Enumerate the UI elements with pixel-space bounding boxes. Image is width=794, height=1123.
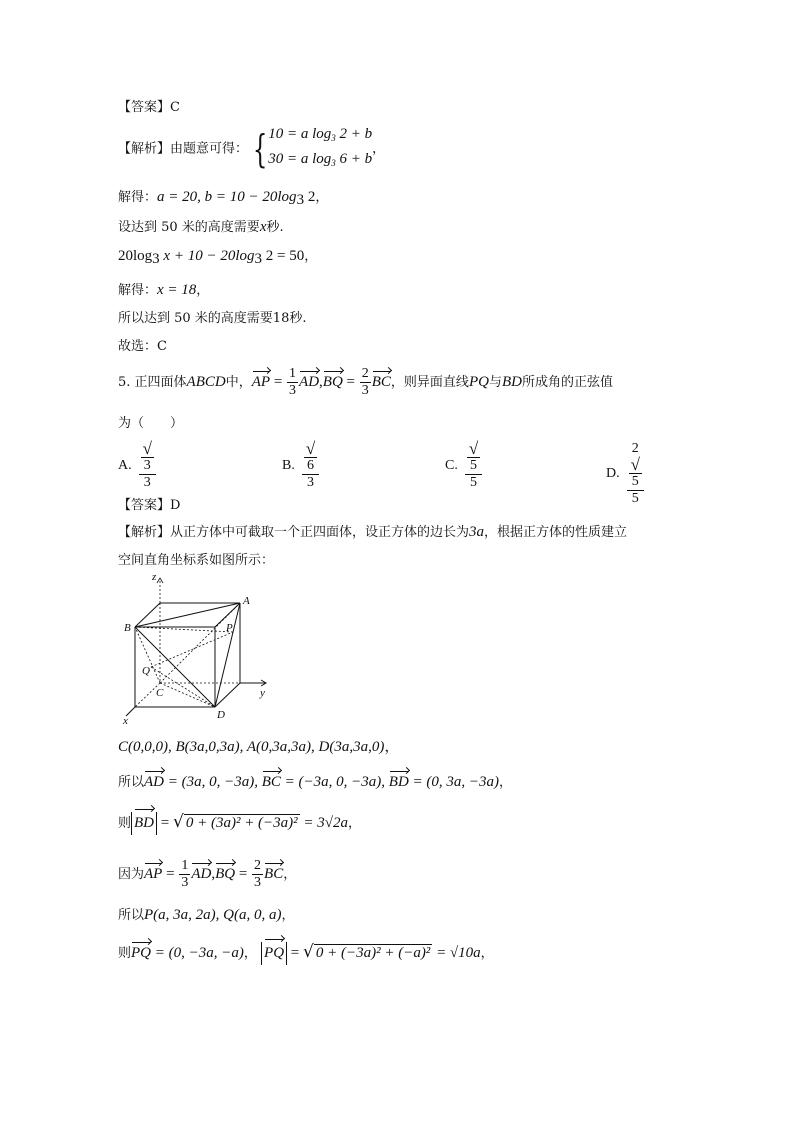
end-comma: ， [281,908,295,923]
vec-bc: BC [371,374,391,390]
ze: 则 [118,816,132,831]
coords-expr: C(0,0,0), B(3a,0,3a), A(0,3a,3a), D(3a,3a,0) [118,739,385,755]
frac-num: 2 [361,366,369,381]
eq-b: x + 10 − 20log [159,248,255,264]
option-b[interactable] [282,441,320,491]
analysis1-var: 3a [469,524,485,540]
edge [215,683,240,707]
q4-analysis [118,124,385,174]
eq-b-sub: 3 [254,251,262,267]
analysis-label: 【解析】由题意可得： [118,141,249,157]
frac-den: 5 [631,491,639,506]
vec-ap: AP [251,374,271,390]
stem5: 所成角的正弦值 [521,375,613,390]
option-fraction [627,441,644,507]
label-y: y [260,687,265,699]
solve1-prefix: 解得： [118,190,158,205]
radicand: 5 [467,457,480,474]
solve2-expr: x = 18 [157,282,197,298]
vec-bq: BQ [215,866,236,882]
coords-end: ， [384,739,400,755]
frac-den: 5 [470,475,478,490]
vec-ad: AD [299,374,320,390]
line-bd: BD [501,374,522,390]
option-fraction [139,441,156,491]
option-d[interactable] [606,441,645,507]
ze: 则 [118,946,132,961]
bd-norm-result: = 3√2a [299,815,349,831]
vec-bq: BQ [322,374,343,390]
segment-pq [151,632,233,667]
solve1-end: ， [315,190,329,205]
left-brace: { [252,127,268,171]
sys-line1-sub: 3 [331,133,336,143]
vec-ap: AP [144,866,163,882]
vec-ad: AD [144,774,165,790]
solve1-expr: a = 20, b = 10 − 20log [157,189,297,205]
comma: , [211,866,216,882]
radicand: 5 [629,473,642,490]
vec-pq: PQ [264,942,284,964]
frac-one-third [179,858,190,891]
pq-vec-val: = (0, −3a, −a) [151,945,244,961]
edge-cd [160,683,215,707]
because: 因为 [118,867,145,882]
num-coef: 2 [631,441,639,456]
option-c[interactable] [445,441,483,491]
analysis1a: 【解析】从正方体中可截取一个正四面体，设正方体的边长为 [118,525,470,540]
cube-coordinate-diagram [118,570,278,725]
bd-radicand: 0 + (3a)² + (−3a)² [185,815,298,831]
vec-pq: PQ [131,945,152,961]
frac-den: 3 [289,383,297,398]
comma: , [319,374,323,390]
end-comma: ， [480,946,494,961]
sys-line1-tail: 2 + b [335,126,373,142]
vec-bc: BC [261,774,281,790]
frac-den: 3 [143,475,151,490]
vec-bd-val: = (0, 3a, −3a) [408,774,500,790]
vec-bd: BD [388,774,409,790]
q5-analysis-line1 [118,521,627,541]
eq-a: 20log [118,248,153,264]
stem-abcd: ABCD [186,374,226,390]
set-text1: 设达到 50 米的高度需要 [118,220,260,235]
stem1: 5. 正四面体 [118,375,187,390]
frac-one-third [287,366,298,399]
vec-ad-val: = (3a, 0, −3a), [164,774,262,790]
solve1-sub: 3 [296,192,305,208]
pq-norm-result: = √10a [432,945,481,961]
q4-solve1 [118,186,328,209]
q5-coords [118,735,399,756]
pq-radicand: 0 + (−3a)² + (−a)² [315,945,431,961]
label-q: Q [142,665,150,677]
label-p: P [226,622,233,634]
edge [135,603,160,627]
q4-answer: 【答案】C [118,100,180,115]
frac-den: 3 [254,875,262,890]
analysis1b: ，根据正方体的性质建立 [484,525,628,540]
vec-end: ， [499,775,513,790]
pq-points: P(a, 3a, 2a), Q(a, 0, a) [144,907,282,923]
label-d: D [217,709,225,721]
option-label: B. [282,458,295,473]
sys-line2-sub: 3 [331,158,336,168]
frac-two-thirds [252,858,263,891]
set-var: x [259,219,267,235]
q4-solve2 [118,279,209,299]
option-label: C. [445,458,458,473]
eq-sign: = [162,866,179,882]
radical-sign: √ [468,439,479,458]
option-a[interactable] [118,441,157,491]
sys-line1: 10 = a log [268,126,332,142]
label-b: B [124,622,131,634]
segment-bp [135,627,233,632]
radicand: 6 [304,457,317,474]
q5-points [118,904,295,924]
eq-a-sub: 3 [152,251,160,267]
radicand: 3 [141,457,154,474]
q5-because [118,858,296,891]
end-comma: ， [283,867,297,882]
frac-two-thirds [360,366,371,399]
label-z: z [152,571,157,583]
eq-sign-2: = [235,866,252,882]
q5-stem [118,366,613,399]
frac-num [465,441,482,475]
equation-system [268,124,372,174]
q4-conclusion: 所以达到 50 米的高度需要18秒. [118,311,307,326]
radical-sign: √ [142,439,152,458]
solve2-end: ， [196,283,210,298]
stem3: ，则异面直线 [390,375,469,390]
option-fraction [302,441,319,491]
sys-end: ， [372,141,386,157]
radical-sign: √ [305,439,316,458]
frac-den: 3 [181,875,189,890]
vec-bc-val: = (−3a, 0, −3a), [280,774,389,790]
frac-num [139,441,156,475]
set-text2: 秒. [266,220,284,235]
option-label: D. [606,466,620,481]
edge-ca [160,603,240,683]
end-comma: ， [243,946,257,961]
stem4: 与 [488,375,502,390]
edge-ad [215,603,240,707]
q5-answer: 【答案】D [118,498,181,513]
vec-ad: AD [191,866,212,882]
abs-pq [261,942,287,965]
radical-sign: √ [303,942,314,962]
q5-vectors [118,771,512,791]
label-c: C [156,687,164,699]
sys-line2-tail: 6 + b [335,151,373,167]
frac-num [302,441,319,475]
eq-end: ， [304,249,318,264]
so-pq: 所以 [118,908,145,923]
eq-sign: = [270,374,287,390]
frac-num: 2 [254,858,262,873]
eq-sign-2: = [342,374,359,390]
vec-bd: BD [134,812,154,834]
vec-prefix: 所以 [118,775,145,790]
stem2: 中， [225,375,252,390]
eq-c: 2 = 50 [262,248,305,264]
q4-choice: 故选：C [118,339,167,354]
frac-num: 1 [289,366,297,381]
option-fraction [465,441,482,491]
q5-bd-norm: 则 BD = √ 0 + (3a)² + (−3a)² = 3√2a， [118,812,361,835]
frac-den: 3 [361,383,369,398]
edge-ba [135,603,240,627]
radical-sign: √ [172,812,184,832]
line-pq: PQ [468,374,489,390]
label-x: x [123,715,128,725]
label-a: A [243,595,250,607]
sys-line2: 30 = a log [268,151,332,167]
q5-pq-norm: 则PQ = (0, −3a, −a)， PQ = √ 0 + (−3a)² + (−a)² = √10a， [118,942,494,965]
frac-num: 1 [181,858,189,873]
solve2-prefix: 解得： [118,283,158,298]
q5-analysis-line2: 空间直角坐标系如图所示： [118,553,275,568]
abs-bd [131,812,157,835]
frac-num [627,441,644,491]
q5-stem-end: 为（ ） [118,416,184,431]
frac-den: 3 [307,475,315,490]
option-label: A. [118,458,132,473]
q4-set [118,216,284,236]
vec-bc: BC [264,866,284,882]
q4-equation [118,245,317,268]
radical-sign: √ [630,455,640,474]
end-comma: ， [348,816,362,831]
solve1-tail: 2 [304,189,316,205]
